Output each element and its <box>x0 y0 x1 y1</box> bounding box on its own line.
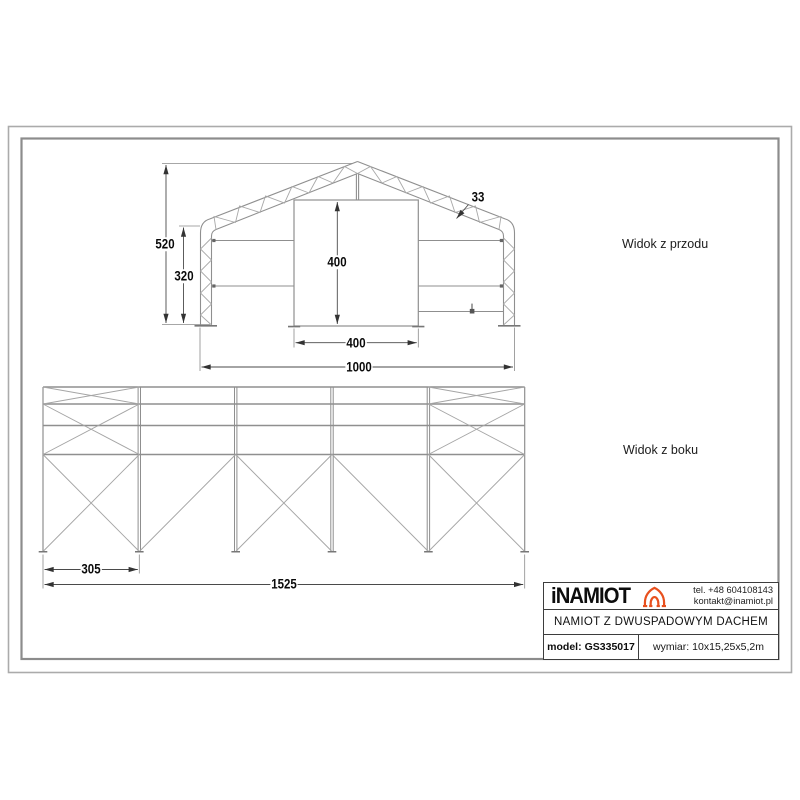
title-block-header <box>544 583 778 610</box>
house-icon <box>642 585 667 608</box>
title-block <box>543 582 779 660</box>
size-value: 10x15,25x5,2m <box>692 641 764 653</box>
king-post <box>356 175 358 201</box>
dim-total-height: 520 <box>155 236 175 252</box>
dimension-lines <box>43 164 525 592</box>
title-block-footer <box>544 635 778 659</box>
dim-total-length: 1525 <box>271 576 297 592</box>
model-cell <box>544 635 639 659</box>
brand-logo <box>551 585 667 608</box>
phone: tel. +48 604108143 <box>693 584 773 595</box>
size-label: wymiar: <box>653 641 690 653</box>
email: kontakt@inamiot.pl <box>693 596 773 606</box>
bracing-diagonals <box>43 387 525 552</box>
model-label: model: <box>547 641 582 653</box>
front-view <box>195 162 521 327</box>
size-cell <box>639 635 778 659</box>
side-view-label: Widok z boku <box>623 443 699 457</box>
dim-truss-depth: 33 <box>471 189 485 205</box>
side-view <box>39 387 529 552</box>
dim-side-height: 320 <box>174 268 194 284</box>
door-panel <box>294 200 418 326</box>
contact-info <box>693 585 773 607</box>
dim-total-width: 1000 <box>346 359 372 375</box>
dim-bay-width: 305 <box>81 561 101 577</box>
front-view-label: Widok z przodu <box>622 237 709 251</box>
model-value: GS335017 <box>584 641 635 653</box>
dim-door-width: 400 <box>346 335 366 351</box>
brand-name: iNAMIOT <box>551 583 631 608</box>
dim-door-height: 400 <box>327 254 347 270</box>
anchor-marker <box>470 304 475 314</box>
product-title: NAMIOT Z DWUSPADOWYM DACHEM <box>544 610 778 635</box>
